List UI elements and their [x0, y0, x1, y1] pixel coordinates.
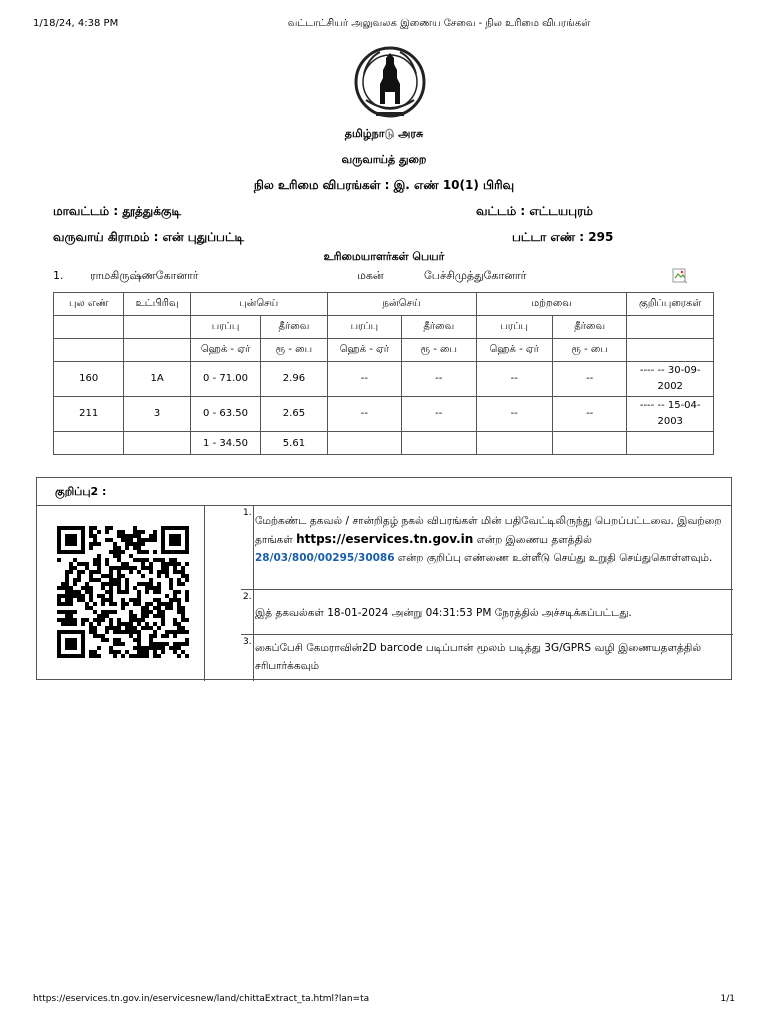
tamilnadu-emblem-icon: [350, 44, 430, 124]
total-dry-tax: 5.61: [261, 432, 327, 455]
table-cell: 211: [54, 397, 124, 432]
print-title: வட்டாட்சியர் அலுவலக இணைய சேவை - நில உரிமை விபரங்கள்: [287, 18, 591, 29]
table-row: [54, 362, 714, 397]
note-item-2: [241, 590, 733, 635]
header-dry-land: புன்செய்: [190, 293, 327, 316]
table-cell: 0 - 63.50: [190, 397, 260, 432]
header-others: மற்றவை: [476, 293, 627, 316]
department-name: வருவாய்த் துறை: [341, 153, 427, 166]
note-text: இத் தகவல்கள் 18-01-2024 அன்று 04:31:53 PM நேரத்தில் அச்சடிக்கப்பட்டது.: [255, 607, 632, 619]
government-name: தமிழ்நாடு அரசு: [344, 127, 424, 140]
unit-cell: ரூ - பை: [552, 339, 626, 362]
subheader-tax: தீர்வை: [261, 316, 327, 339]
print-date: 1/18/24, 4:38 PM: [33, 18, 119, 29]
owners-heading: உரிமையாளர்கள் பெயர்: [323, 250, 445, 263]
land-details-table: [53, 292, 714, 455]
unit-cell: ரூ - பை: [402, 339, 476, 362]
village-label: வருவாய் கிராமம் : என் புதுப்பட்டி: [53, 230, 245, 244]
note-text: கைப்பேசி கேமராவின்2D barcode படிப்பான் மூலம் படித்து 3G/GPRS வழி இணையதளத்தில் சரிபார்க்கவும்: [255, 642, 702, 672]
table-cell: --: [476, 397, 552, 432]
taluk-label: வட்டம் : எட்டயபுரம்: [476, 204, 593, 218]
eservices-site: https://eservices.tn.gov.in: [296, 532, 474, 546]
footer-url: https://eservices.tn.gov.in/eservicesnew/land/chittaExtract_ta.html?lan=ta: [33, 994, 370, 1004]
header-remarks: குறிப்புரைகள்: [627, 293, 714, 316]
table-cell: --: [327, 397, 401, 432]
unit-cell: ஹெக் - ஏர்: [190, 339, 260, 362]
reference-number: 28/03/800/00295/30086: [255, 552, 395, 564]
header-survey-no: புல எண்: [54, 293, 124, 316]
notes-box: [36, 477, 732, 680]
qr-cell: [37, 506, 205, 681]
notes-title: குறிப்பு2 :: [37, 478, 731, 506]
table-cell: ---- -- 15-04-2003: [627, 397, 714, 432]
broken-image-icon: [672, 268, 688, 284]
district-label: மாவட்டம் : தூத்துக்குடி: [53, 204, 182, 218]
total-dry-area: 1 - 34.50: [190, 432, 260, 455]
header-subdivision: உட்பிரிவு: [124, 293, 190, 316]
owner-name: ராமகிருஷ்ணகோனார்: [90, 269, 199, 282]
table-units-row: [54, 339, 714, 362]
owner-serial: 1.: [53, 269, 64, 282]
document-title: நில உரிமை விபரங்கள் : இ. எண் 10(1) பிரிவு: [253, 178, 515, 192]
owner-relation: மகன்: [357, 269, 384, 282]
unit-cell: ஹெக் - ஏர்: [476, 339, 552, 362]
table-cell: 2.65: [261, 397, 327, 432]
table-total-row: [54, 432, 714, 455]
patta-number: பட்டா எண் : 295: [512, 230, 614, 244]
table-cell: 0 - 71.00: [190, 362, 260, 397]
note-item-1: [241, 506, 733, 590]
unit-cell: ரூ - பை: [261, 339, 327, 362]
table-cell: --: [402, 397, 476, 432]
table-subheader-row: [54, 316, 714, 339]
table-cell: 3: [124, 397, 190, 432]
subheader-area: பரப்பு: [476, 316, 552, 339]
subheader-area: பரப்பு: [190, 316, 260, 339]
note-number: 2.: [243, 592, 252, 602]
table-header-row: [54, 293, 714, 316]
table-cell: 1A: [124, 362, 190, 397]
table-row: [54, 397, 714, 432]
subheader-area: பரப்பு: [327, 316, 401, 339]
table-cell: 2.96: [261, 362, 327, 397]
subheader-tax: தீர்வை: [552, 316, 626, 339]
footer-page-number: 1/1: [720, 994, 735, 1004]
qr-code-icon: [57, 526, 189, 658]
owner-father-name: பேச்சிமுத்துகோனார்: [424, 269, 527, 282]
note-number: 1.: [243, 508, 252, 518]
unit-cell: ஹெக் - ஏர்: [327, 339, 401, 362]
note-item-3: [241, 635, 733, 681]
table-cell: --: [552, 397, 626, 432]
table-cell: --: [327, 362, 401, 397]
table-cell: --: [402, 362, 476, 397]
table-cell: --: [476, 362, 552, 397]
note-number: 3.: [243, 637, 252, 647]
table-cell: ---- -- 30-09-2002: [627, 362, 714, 397]
subheader-tax: தீர்வை: [402, 316, 476, 339]
header-wet-land: நன்செய்: [327, 293, 476, 316]
table-cell: --: [552, 362, 626, 397]
note-text: மேற்கண்ட தகவல் / சான்றிதழ் நகல் விபரங்கள் மின் பதிவேட்டிலிருந்து பெறப்பட்டவை. இவற்றை தாங்கள் https://eservices.tn.gov.in என்ற இணைய தளத்தில் 28/03/800/00295/30086 என்ற குறிப்பு எண்ணை உள்ளீடு செய்து உறுதி செய்துகொள்ளவும்.: [255, 515, 722, 564]
table-cell: 160: [54, 362, 124, 397]
